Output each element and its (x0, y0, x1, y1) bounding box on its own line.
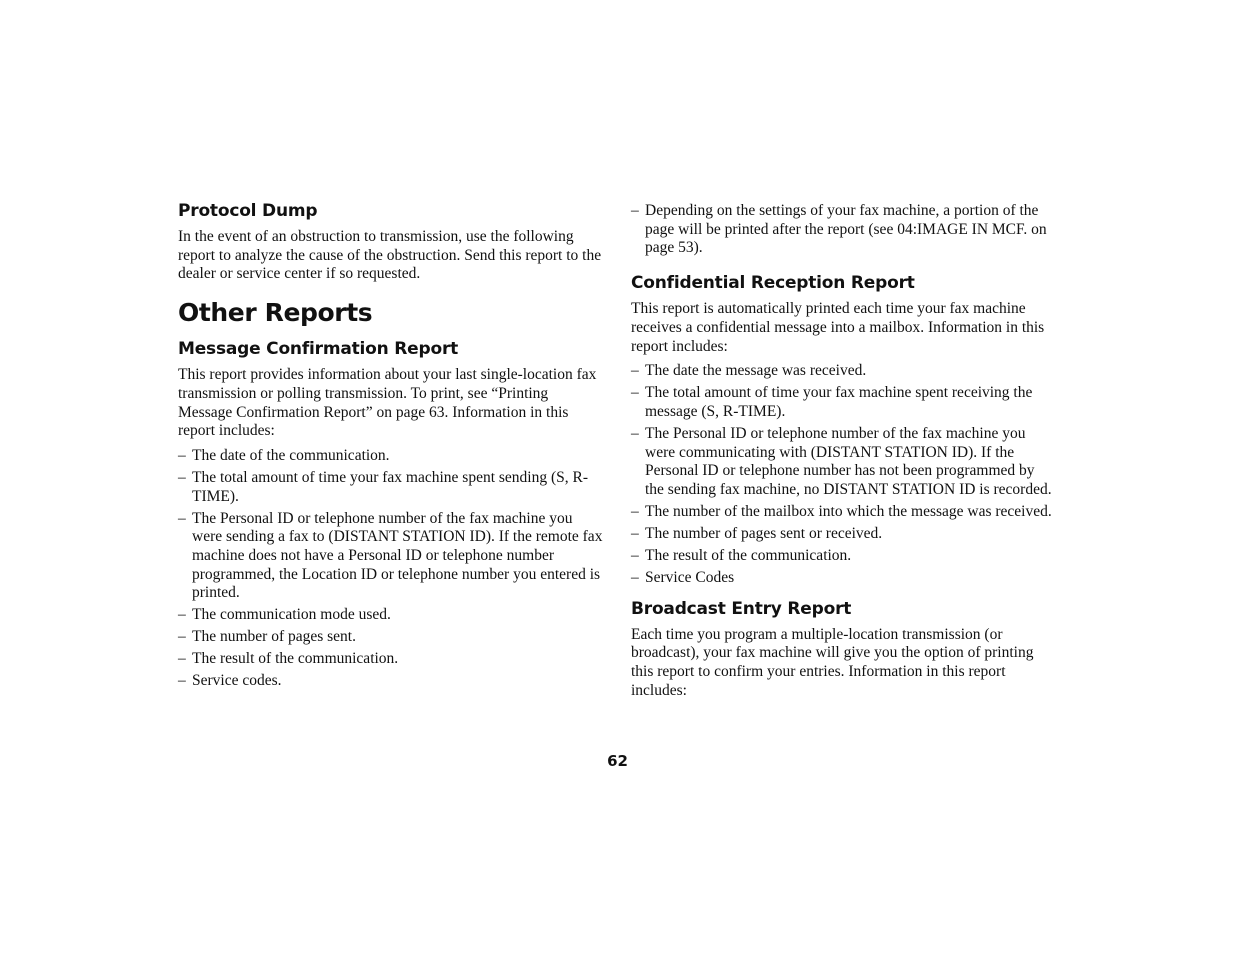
list-item-text: The number of pages sent. (192, 628, 356, 646)
protocol-dump-body: In the event of an obstruction to transmission, use the following report to analyze the cause of the obstruction. Send this report to the dealer or service center if so requested. (178, 228, 602, 283)
page-number: 62 (607, 752, 628, 770)
list-item (631, 503, 1056, 522)
list-item (631, 202, 1056, 258)
broadcast-entry-body: Each time you program a multiple-location transmission (or broadcast), your fax machine will give you the option of printing this report to confirm your entries. Information in this report includes: (631, 625, 1034, 699)
dash-marker: – (631, 503, 639, 521)
list-item (178, 469, 603, 506)
confidential-reception-list (631, 362, 1056, 588)
dash-marker: – (178, 650, 186, 668)
list-item-text: The Personal ID or telephone number of the fax machine you were sending a fax to (DISTANT STATION ID). If the remote fax machine does not have a Personal ID or telephone number programmed, the Location ID or telephone number you entered is printed. (192, 509, 603, 602)
list-item (631, 525, 1056, 544)
right-column (631, 200, 1056, 701)
list-item (178, 606, 603, 625)
dash-marker: – (178, 509, 186, 527)
dash-marker: – (631, 384, 639, 402)
list-item (631, 425, 1056, 500)
list-item-text: Depending on the settings of your fax machine, a portion of the page will be printed after the report (see 04:IMAGE IN MCF. on page 53). (645, 202, 1047, 257)
list-item-text: The number of the mailbox into which the message was received. (645, 503, 1052, 521)
list-item-text: The total amount of time your fax machine spent sending (S, R-TIME). (192, 468, 589, 505)
list-item (178, 650, 603, 669)
list-item (178, 672, 603, 691)
other-reports-heading: Other Reports (178, 298, 373, 328)
dash-marker: – (631, 569, 639, 587)
dash-marker: – (178, 672, 186, 690)
list-item-text: The date of the communication. (192, 446, 390, 464)
dash-marker: – (178, 628, 186, 646)
dash-marker: – (631, 525, 639, 543)
list-item-text: The number of pages sent or received. (645, 525, 883, 543)
message-confirmation-body: This report provides information about your last single-location fax transmission or polling transmission. To print, see “Printing Message Confirmation Report” on page 63. Information in this report includes: (178, 366, 597, 440)
protocol-dump-heading: Protocol Dump (178, 201, 318, 221)
list-item (178, 628, 603, 647)
list-item (631, 384, 1056, 421)
list-item-text: The Personal ID or telephone number of the fax machine you were communicating with (DISTANT STATION ID). If the Personal ID or telephone number has not been programmed by the sending fax machine, no DISTANT STATION ID is recorded. (645, 424, 1052, 499)
list-item-text: The communication mode used. (192, 606, 391, 624)
dash-marker: – (631, 362, 639, 380)
dash-marker: – (631, 202, 639, 219)
message-confirmation-list (178, 447, 603, 691)
confidential-reception-body: This report is automatically printed each time your fax machine receives a confidential message into a mailbox. Information in this report includes: (631, 300, 1045, 355)
list-item-text: Service Codes (645, 569, 735, 587)
left-column (178, 200, 603, 694)
list-item (178, 510, 603, 604)
list-item (178, 447, 603, 466)
list-item (631, 362, 1056, 381)
message-confirmation-heading: Message Confirmation Report (178, 339, 459, 360)
dash-marker: – (631, 547, 639, 565)
confidential-reception-heading: Confidential Reception Report (631, 273, 915, 294)
list-item-text: The date the message was received. (645, 362, 867, 380)
dash-marker: – (631, 424, 639, 442)
list-item-text: The total amount of time your fax machine spent receiving the message (S, R-TIME). (645, 384, 1033, 420)
list-item (631, 569, 1056, 588)
list-item (631, 547, 1056, 566)
list-item-text: Service codes. (192, 672, 282, 690)
broadcast-entry-heading: Broadcast Entry Report (631, 598, 852, 619)
list-item-text: The result of the communication. (645, 547, 852, 565)
list-item-text: The result of the communication. (192, 650, 399, 668)
dash-marker: – (178, 606, 186, 624)
dash-marker: – (178, 446, 186, 464)
continued-list (631, 202, 1056, 258)
dash-marker: – (178, 468, 186, 486)
